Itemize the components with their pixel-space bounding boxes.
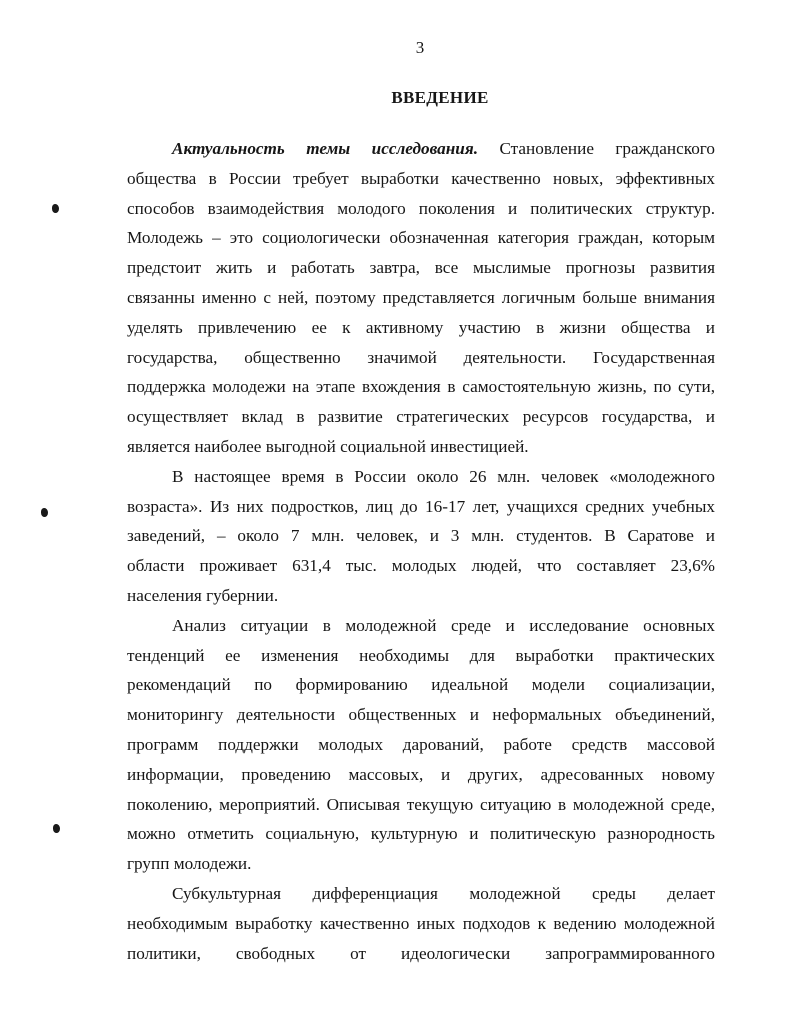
binding-hole-mark <box>52 204 59 213</box>
text-line: является наиболее выгодной социальной инвестицией. <box>127 436 529 456</box>
text-line: информации, проведению массовых, и других, адресованных новому <box>127 764 715 784</box>
text-line: Субкультурная дифференциация молодежной среды делает <box>172 883 715 903</box>
text-line: области проживает 631,4 тыс. молодых людей, что составляет 23,6% <box>127 556 715 576</box>
document-body <box>127 134 715 968</box>
text-line: связанны именно с ней, поэтому представляется логичным больше внимания <box>127 287 715 307</box>
binding-hole-mark <box>41 508 48 517</box>
page-number: 3 <box>415 38 425 57</box>
text-line: Анализ ситуации в молодежной среде и исследование основных <box>172 615 715 635</box>
text-line-rest: Становление гражданского <box>478 139 715 158</box>
text-line: уделять привлечению ее к активному участию в жизни общества и <box>127 317 715 337</box>
text-line: Молодежь – это социологически обозначенная категория граждан, которым <box>127 228 715 248</box>
text-line: населения губернии. <box>127 585 279 605</box>
text-line: способов взаимодействия молодого поколения и политических структур. <box>127 198 715 218</box>
text-line <box>127 134 715 164</box>
text-line: общества в России требует выработки качественно новых, эффективных <box>127 168 715 188</box>
text-line: осуществляет вклад в развитие стратегических ресурсов государства, и <box>127 407 715 427</box>
text-line: заведений, – около 7 млн. человек, и 3 млн. студентов. В Саратове и <box>127 526 715 546</box>
text-line: государства, общественно значимой деятельности. Государственная <box>127 347 715 367</box>
text-line: возраста». Из них подростков, лиц до 16-17 лет, учащихся средних учебных <box>127 496 715 516</box>
text-line: предстоит жить и работать завтра, все мыслимые прогнозы развития <box>127 258 715 278</box>
binding-hole-mark <box>53 824 60 833</box>
text-line: можно отметить социальную, культурную и политическую разнородность <box>127 824 715 844</box>
text-line: тенденций ее изменения необходимы для выработки практических <box>127 645 715 665</box>
text-line: поддержка молодежи на этапе вхождения в самостоятельную жизнь, по сути, <box>127 377 715 397</box>
text-line: мониторингу деятельности общественных и неформальных объединений, <box>127 705 715 725</box>
section-heading: ВВЕДЕНИЕ <box>391 88 489 107</box>
text-line: рекомендаций по формированию идеальной модели социализации, <box>127 675 715 695</box>
text-line: политики, свободных от идеологически запрограммированного <box>127 943 715 963</box>
text-line: групп молодежи. <box>127 854 252 874</box>
lead-term: Актуальность темы исследования. <box>172 139 479 158</box>
text-line: В настоящее время в России около 26 млн. человек «молодежного <box>172 466 715 486</box>
text-line: поколению, мероприятий. Описывая текущую ситуацию в молодежной среде, <box>127 794 715 814</box>
text-line: необходимым выработку качественно иных подходов к ведению молодежной <box>127 913 715 933</box>
text-line: программ поддержки молодых дарований, работе средств массовой <box>127 734 715 754</box>
